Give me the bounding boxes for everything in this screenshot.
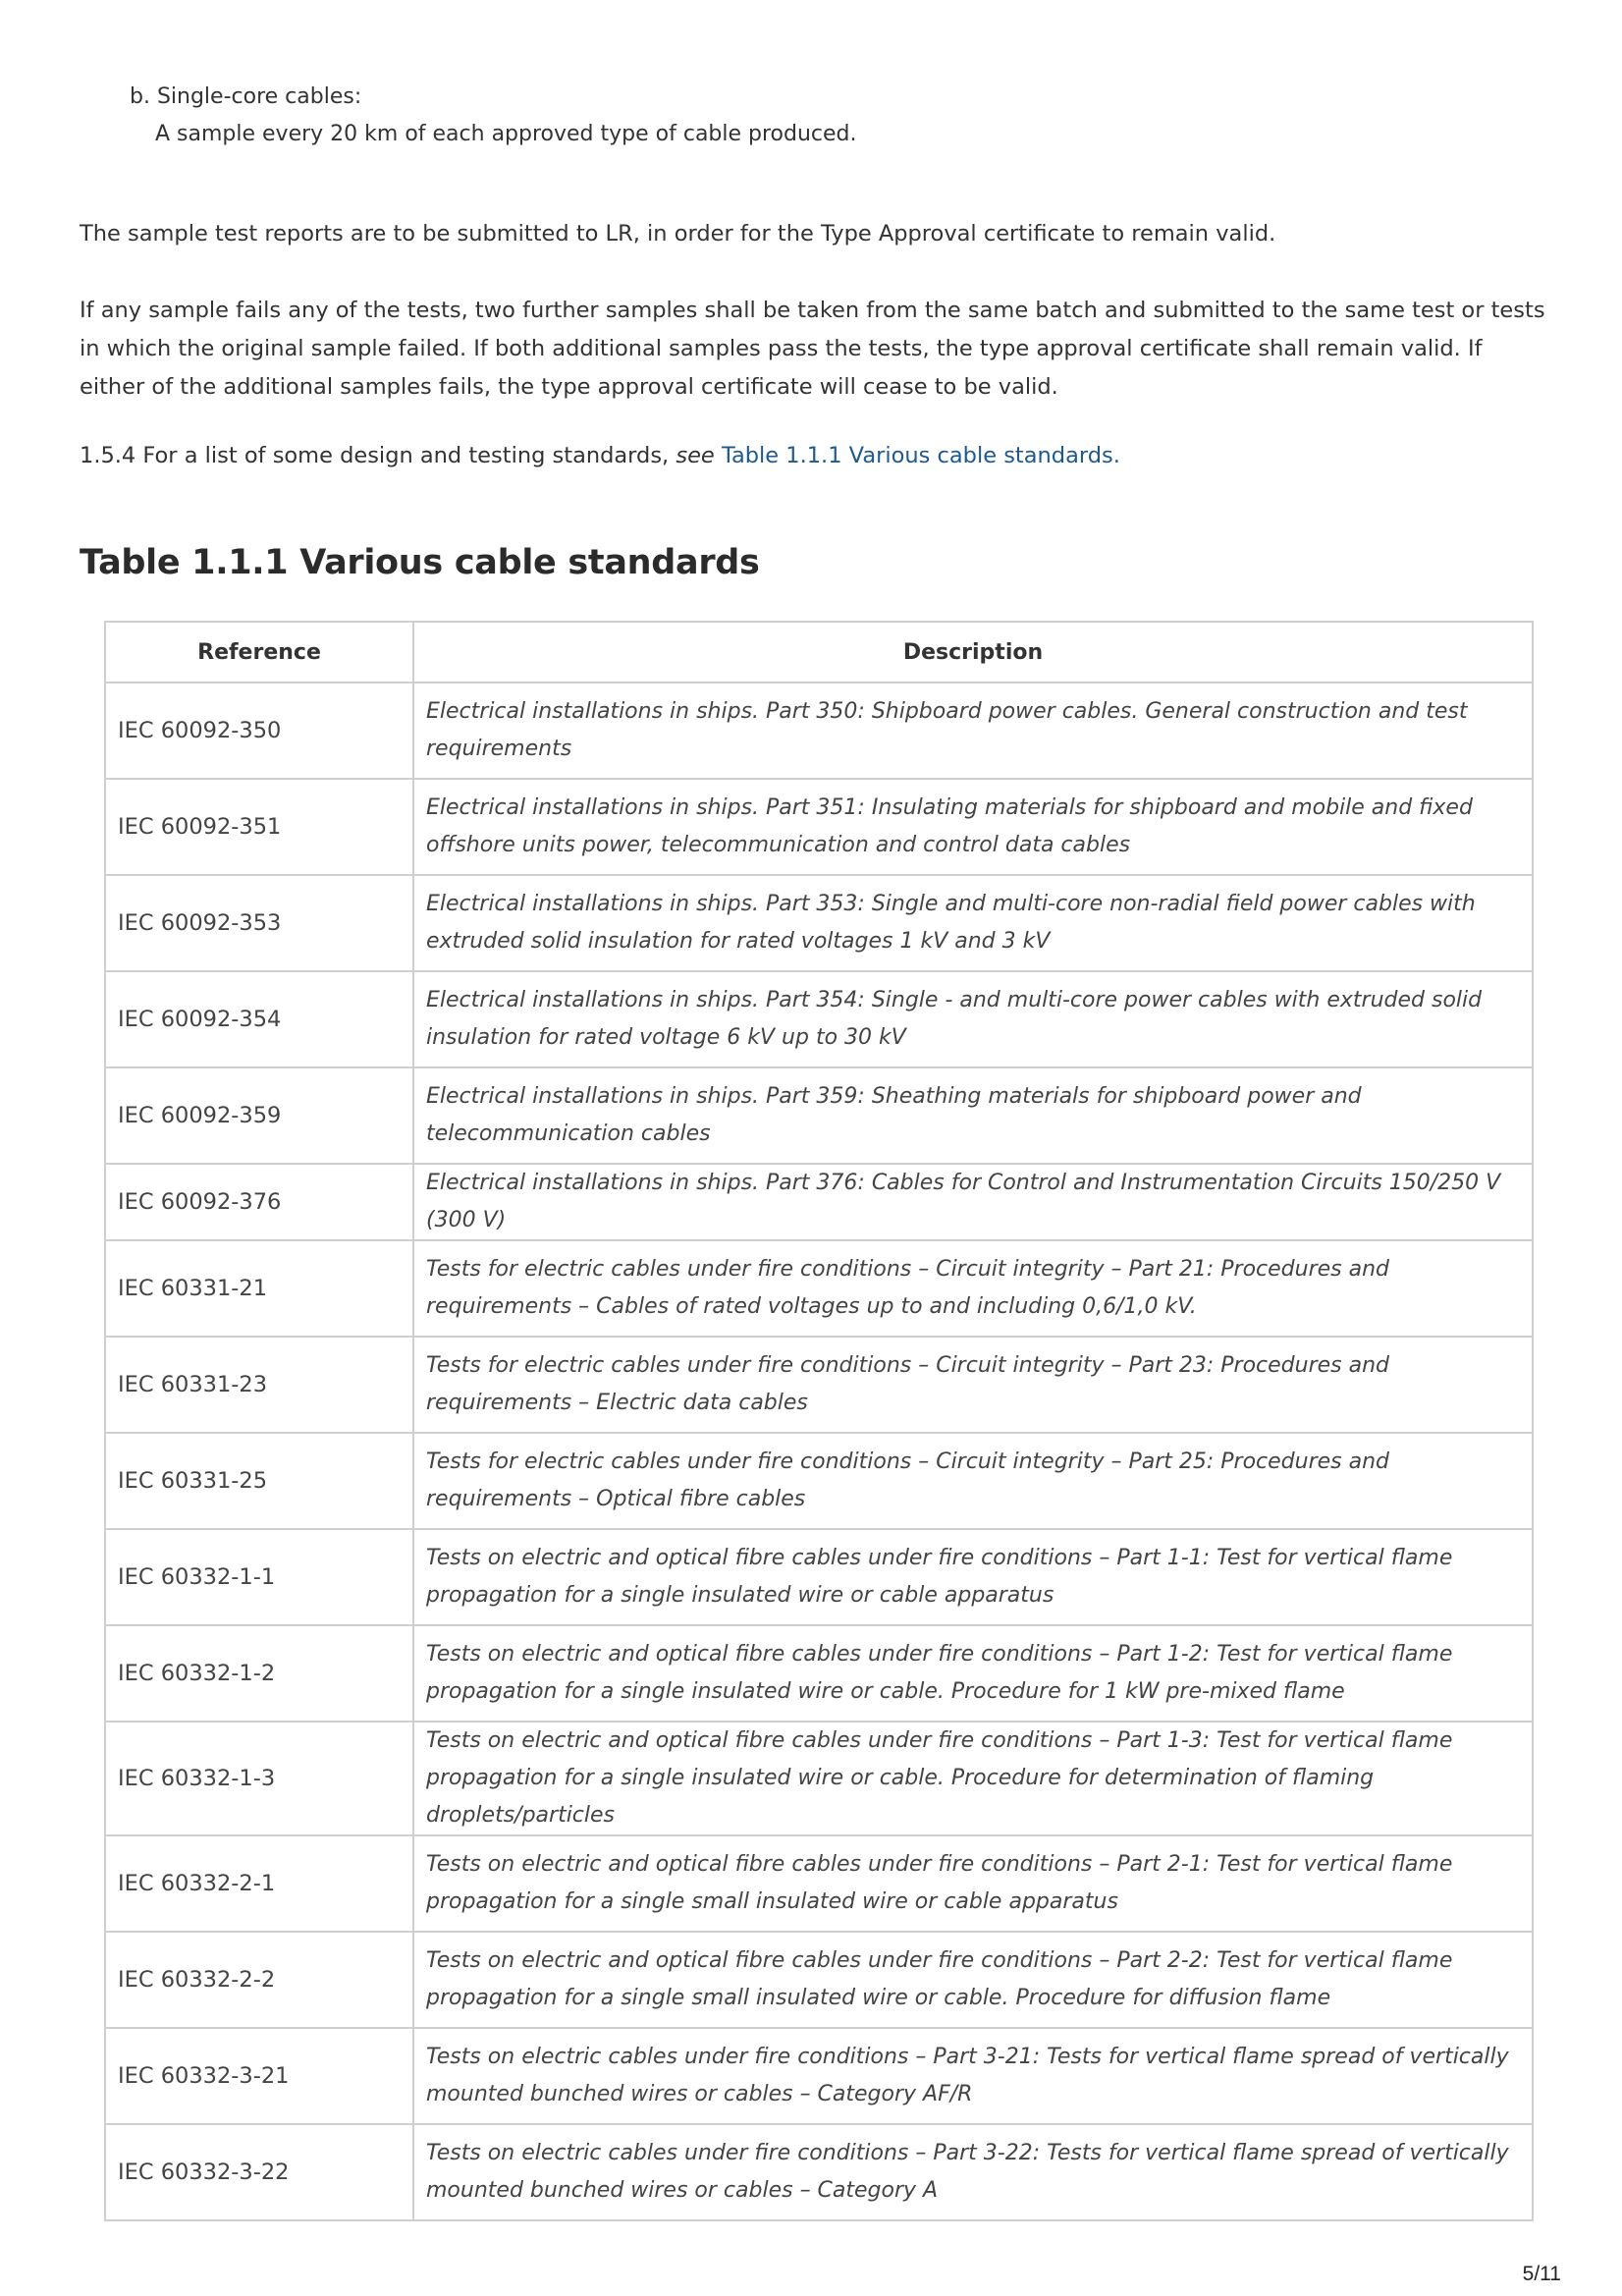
table-row xyxy=(105,779,1533,875)
page-number: 5/11 xyxy=(1522,2263,1561,2285)
paragraph-sample-reports: The sample test reports are to be submitted to LR, in order for the Type Approval certificate to remain valid. xyxy=(80,221,1276,246)
table-row xyxy=(105,1164,1533,1240)
table-row xyxy=(105,1337,1533,1433)
paragraph-prefix: 1.5.4 For a list of some design and testing standards, xyxy=(80,443,676,468)
cell-description: Electrical installations in ships. Part 376: Cables for Control and Instrumentation Circuits 150/250 V (300 V) xyxy=(413,1164,1533,1240)
list-item-b xyxy=(130,79,857,153)
paragraph-sample-fails: If any sample fails any of the tests, two further samples shall be taken from the same batch and submitted to the same test or tests in which the original sample failed. If both additional samples pass the tests, the type approval certificate shall remain valid. If either of the additional samples fails, the type approval certificate will cease to be valid. xyxy=(80,298,1545,400)
table-row xyxy=(105,1835,1533,1932)
table-row xyxy=(105,1433,1533,1529)
cell-reference: IEC 60332-1-1 xyxy=(105,1529,413,1625)
cell-reference: IEC 60092-376 xyxy=(105,1164,413,1240)
cell-reference: IEC 60092-353 xyxy=(105,875,413,971)
paragraph-suffix: . xyxy=(1112,443,1120,468)
header-reference: Reference xyxy=(105,622,413,683)
cell-reference: IEC 60331-21 xyxy=(105,1240,413,1337)
table-body xyxy=(105,683,1533,2220)
cell-reference: IEC 60092-351 xyxy=(105,779,413,875)
cell-description: Electrical installations in ships. Part 353: Single and multi-core non-radial field power cables with extruded solid insulation for rated voltages 1 kV and 3 kV xyxy=(413,875,1533,971)
table-row xyxy=(105,2028,1533,2124)
header-description: Description xyxy=(413,622,1533,683)
cell-reference: IEC 60332-1-2 xyxy=(105,1625,413,1722)
cell-description: Tests on electric and optical fibre cables under fire conditions – Part 2-2: Test for vertical flame propagation for a single small insulated wire or cable. Procedure for diffusion flame xyxy=(413,1932,1533,2028)
cell-reference: IEC 60332-1-3 xyxy=(105,1722,413,1835)
table-row xyxy=(105,683,1533,779)
table-header-row xyxy=(105,622,1533,683)
cell-description: Electrical installations in ships. Part 354: Single - and multi-core power cables with extruded solid insulation for rated voltage 6 kV up to 30 kV xyxy=(413,971,1533,1067)
table-row xyxy=(105,2124,1533,2220)
cell-reference: IEC 60331-25 xyxy=(105,1433,413,1529)
table-title: Table 1.1.1 Various cable standards xyxy=(80,543,760,582)
table-row xyxy=(105,971,1533,1067)
table-row xyxy=(105,1625,1533,1722)
table-row xyxy=(105,1932,1533,2028)
table-link[interactable]: Table 1.1.1 Various cable standards xyxy=(721,443,1113,468)
cell-description: Tests for electric cables under fire conditions – Circuit integrity – Part 23: Procedures and requirements – Electric data cables xyxy=(413,1337,1533,1433)
list-item-text: A sample every 20 km of each approved type of cable produced. xyxy=(155,122,857,146)
see-word: see xyxy=(676,443,715,468)
table-row xyxy=(105,1240,1533,1337)
cell-description: Tests on electric and optical fibre cables under fire conditions – Part 1-2: Test for vertical flame propagation for a single insulated wire or cable. Procedure for 1 kW pre-mixed flame xyxy=(413,1625,1533,1722)
cell-reference: IEC 60332-2-1 xyxy=(105,1835,413,1932)
cell-description: Tests on electric cables under fire conditions – Part 3-21: Tests for vertical flame spread of vertically mounted bunched wires or cables – Category AF/R xyxy=(413,2028,1533,2124)
cell-description: Tests on electric and optical fibre cables under fire conditions – Part 2-1: Test for vertical flame propagation for a single small insulated wire or cable apparatus xyxy=(413,1835,1533,1932)
paragraph-standards-ref xyxy=(80,437,1552,475)
cell-reference: IEC 60332-3-21 xyxy=(105,2028,413,2124)
list-item-heading: b. Single-core cables: xyxy=(130,84,362,109)
cell-reference: IEC 60332-3-22 xyxy=(105,2124,413,2220)
cell-description: Tests on electric and optical fibre cables under fire conditions – Part 1-3: Test for vertical flame propagation for a single insulated wire or cable. Procedure for determination of flaming droplets/particles xyxy=(413,1722,1533,1835)
table-row xyxy=(105,1529,1533,1625)
cable-standards-table xyxy=(104,621,1534,2221)
cell-reference: IEC 60092-359 xyxy=(105,1067,413,1164)
table-row xyxy=(105,1067,1533,1164)
cell-description: Tests on electric and optical fibre cables under fire conditions – Part 1-1: Test for vertical flame propagation for a single insulated wire or cable apparatus xyxy=(413,1529,1533,1625)
cell-reference: IEC 60332-2-2 xyxy=(105,1932,413,2028)
table-row xyxy=(105,875,1533,971)
cell-description: Electrical installations in ships. Part 351: Insulating materials for shipboard and mobile and fixed offshore units power, telecommunication and control data cables xyxy=(413,779,1533,875)
cell-description: Tests on electric cables under fire conditions – Part 3-22: Tests for vertical flame spread of vertically mounted bunched wires or cables – Category A xyxy=(413,2124,1533,2220)
cell-reference: IEC 60092-354 xyxy=(105,971,413,1067)
cell-description: Tests for electric cables under fire conditions – Circuit integrity – Part 21: Procedures and requirements – Cables of rated voltages up to and including 0,6/1,0 kV. xyxy=(413,1240,1533,1337)
cell-reference: IEC 60092-350 xyxy=(105,683,413,779)
cell-reference: IEC 60331-23 xyxy=(105,1337,413,1433)
cell-description: Electrical installations in ships. Part 359: Sheathing materials for shipboard power and telecommunication cables xyxy=(413,1067,1533,1164)
table-row xyxy=(105,1722,1533,1835)
cell-description: Electrical installations in ships. Part 350: Shipboard power cables. General construction and test requirements xyxy=(413,683,1533,779)
cell-description: Tests for electric cables under fire conditions – Circuit integrity – Part 25: Procedures and requirements – Optical fibre cables xyxy=(413,1433,1533,1529)
